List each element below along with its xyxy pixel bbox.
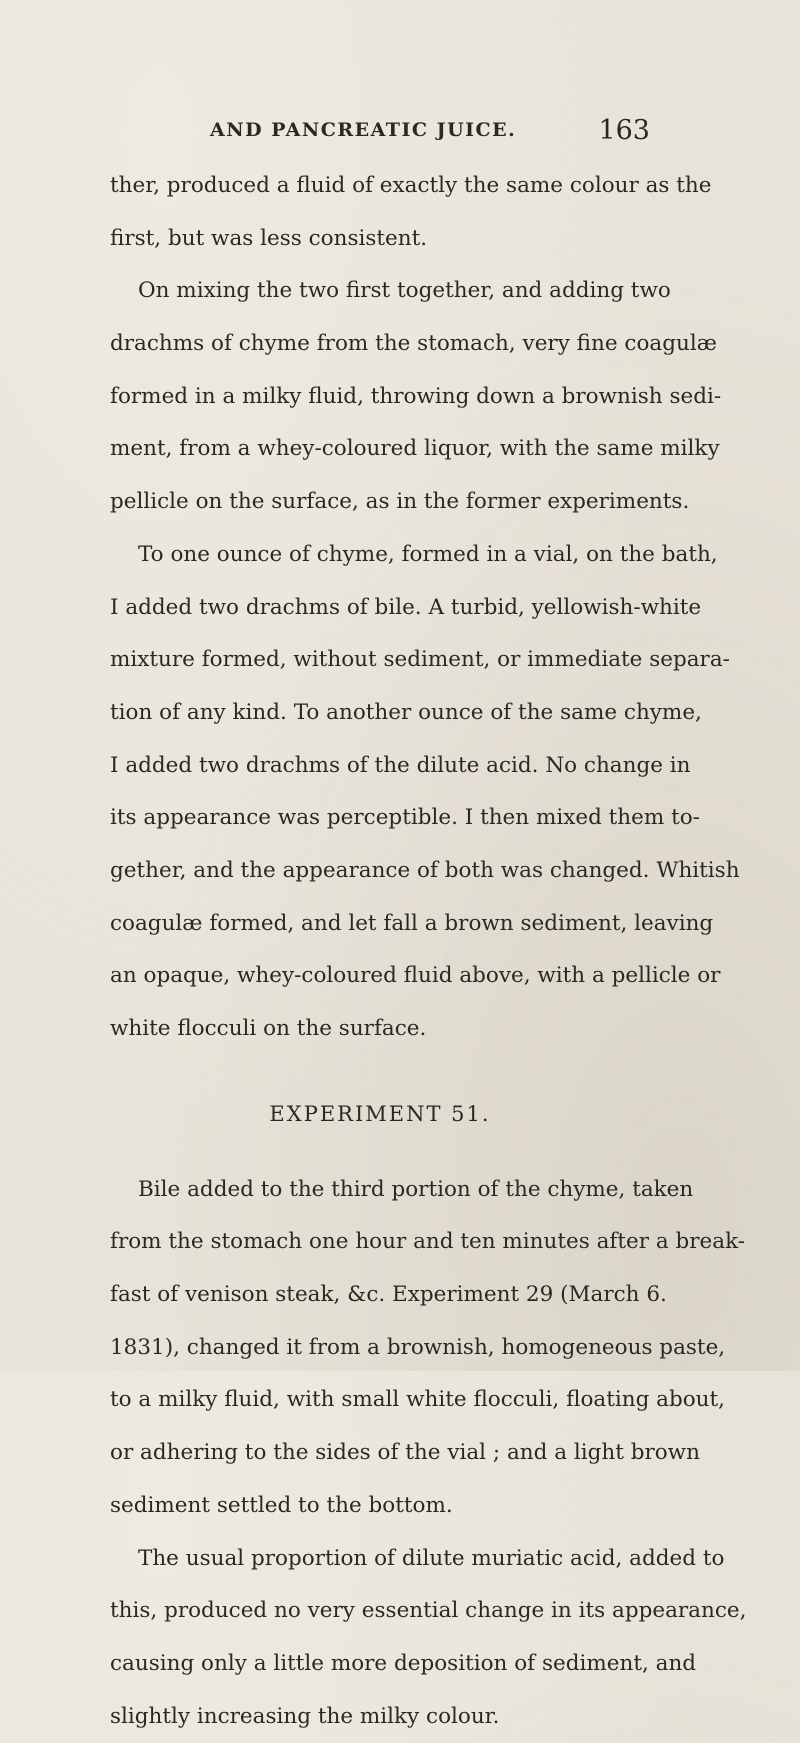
text-line: gether, and the appearance of both was changed. Whitish bbox=[110, 845, 650, 898]
text-line: sediment settled to the bottom. bbox=[110, 1480, 650, 1533]
text-line: causing only a little more deposition of sediment, and bbox=[110, 1638, 650, 1691]
paragraph bbox=[110, 529, 650, 1056]
text-line: to a milky fluid, with small white flocculi, floating about, bbox=[110, 1374, 650, 1427]
text-line: I added two drachms of bile. A turbid, yellowish-white bbox=[110, 582, 650, 635]
running-title: AND PANCREATIC JUICE. bbox=[210, 119, 516, 141]
body-text bbox=[110, 160, 650, 1743]
text-line: white flocculi on the surface. bbox=[110, 1003, 650, 1056]
paragraph bbox=[110, 265, 650, 528]
text-line: drachms of chyme from the stomach, very fine coagulæ bbox=[110, 318, 650, 371]
text-line: from the stomach one hour and ten minutes after a break- bbox=[110, 1216, 650, 1269]
text-line: tion of any kind. To another ounce of the same chyme, bbox=[110, 687, 650, 740]
text-line: formed in a milky fluid, throwing down a brownish sedi- bbox=[110, 371, 650, 424]
experiment-heading: EXPERIMENT 51. bbox=[110, 1084, 650, 1144]
text-line: this, produced no very essential change in its appearance, bbox=[110, 1585, 650, 1638]
text-line: its appearance was perceptible. I then mixed them to- bbox=[110, 792, 650, 845]
paragraph bbox=[110, 160, 650, 265]
text-line: ther, produced a fluid of exactly the same colour as the bbox=[110, 160, 650, 213]
page-number: 163 bbox=[598, 115, 650, 146]
text-line: I added two drachms of the dilute acid. No change in bbox=[110, 740, 650, 793]
text-line: fast of venison steak, &c. Experiment 29 (March 6. bbox=[110, 1269, 650, 1322]
text-line: first, but was less consistent. bbox=[110, 213, 650, 266]
text-line: To one ounce of chyme, formed in a vial, on the bath, bbox=[110, 529, 650, 582]
text-line: coagulæ formed, and let fall a brown sediment, leaving bbox=[110, 898, 650, 951]
text-line: mixture formed, without sediment, or immediate separa- bbox=[110, 634, 650, 687]
text-line: Bile added to the third portion of the chyme, taken bbox=[110, 1164, 650, 1217]
paragraph bbox=[110, 1164, 650, 1533]
text-line: slightly increasing the milky colour. bbox=[110, 1691, 650, 1743]
text-line: or adhering to the sides of the vial ; and a light brown bbox=[110, 1427, 650, 1480]
text-line: pellicle on the surface, as in the former experiments. bbox=[110, 476, 650, 529]
running-head bbox=[110, 115, 650, 155]
text-line: an opaque, whey-coloured fluid above, with a pellicle or bbox=[110, 950, 650, 1003]
text-line: ment, from a whey-coloured liquor, with the same milky bbox=[110, 423, 650, 476]
paragraph bbox=[110, 1533, 650, 1743]
text-line: On mixing the two first together, and adding two bbox=[110, 265, 650, 318]
text-line: The usual proportion of dilute muriatic acid, added to bbox=[110, 1533, 650, 1586]
text-line: 1831), changed it from a brownish, homogeneous paste, bbox=[110, 1322, 650, 1375]
